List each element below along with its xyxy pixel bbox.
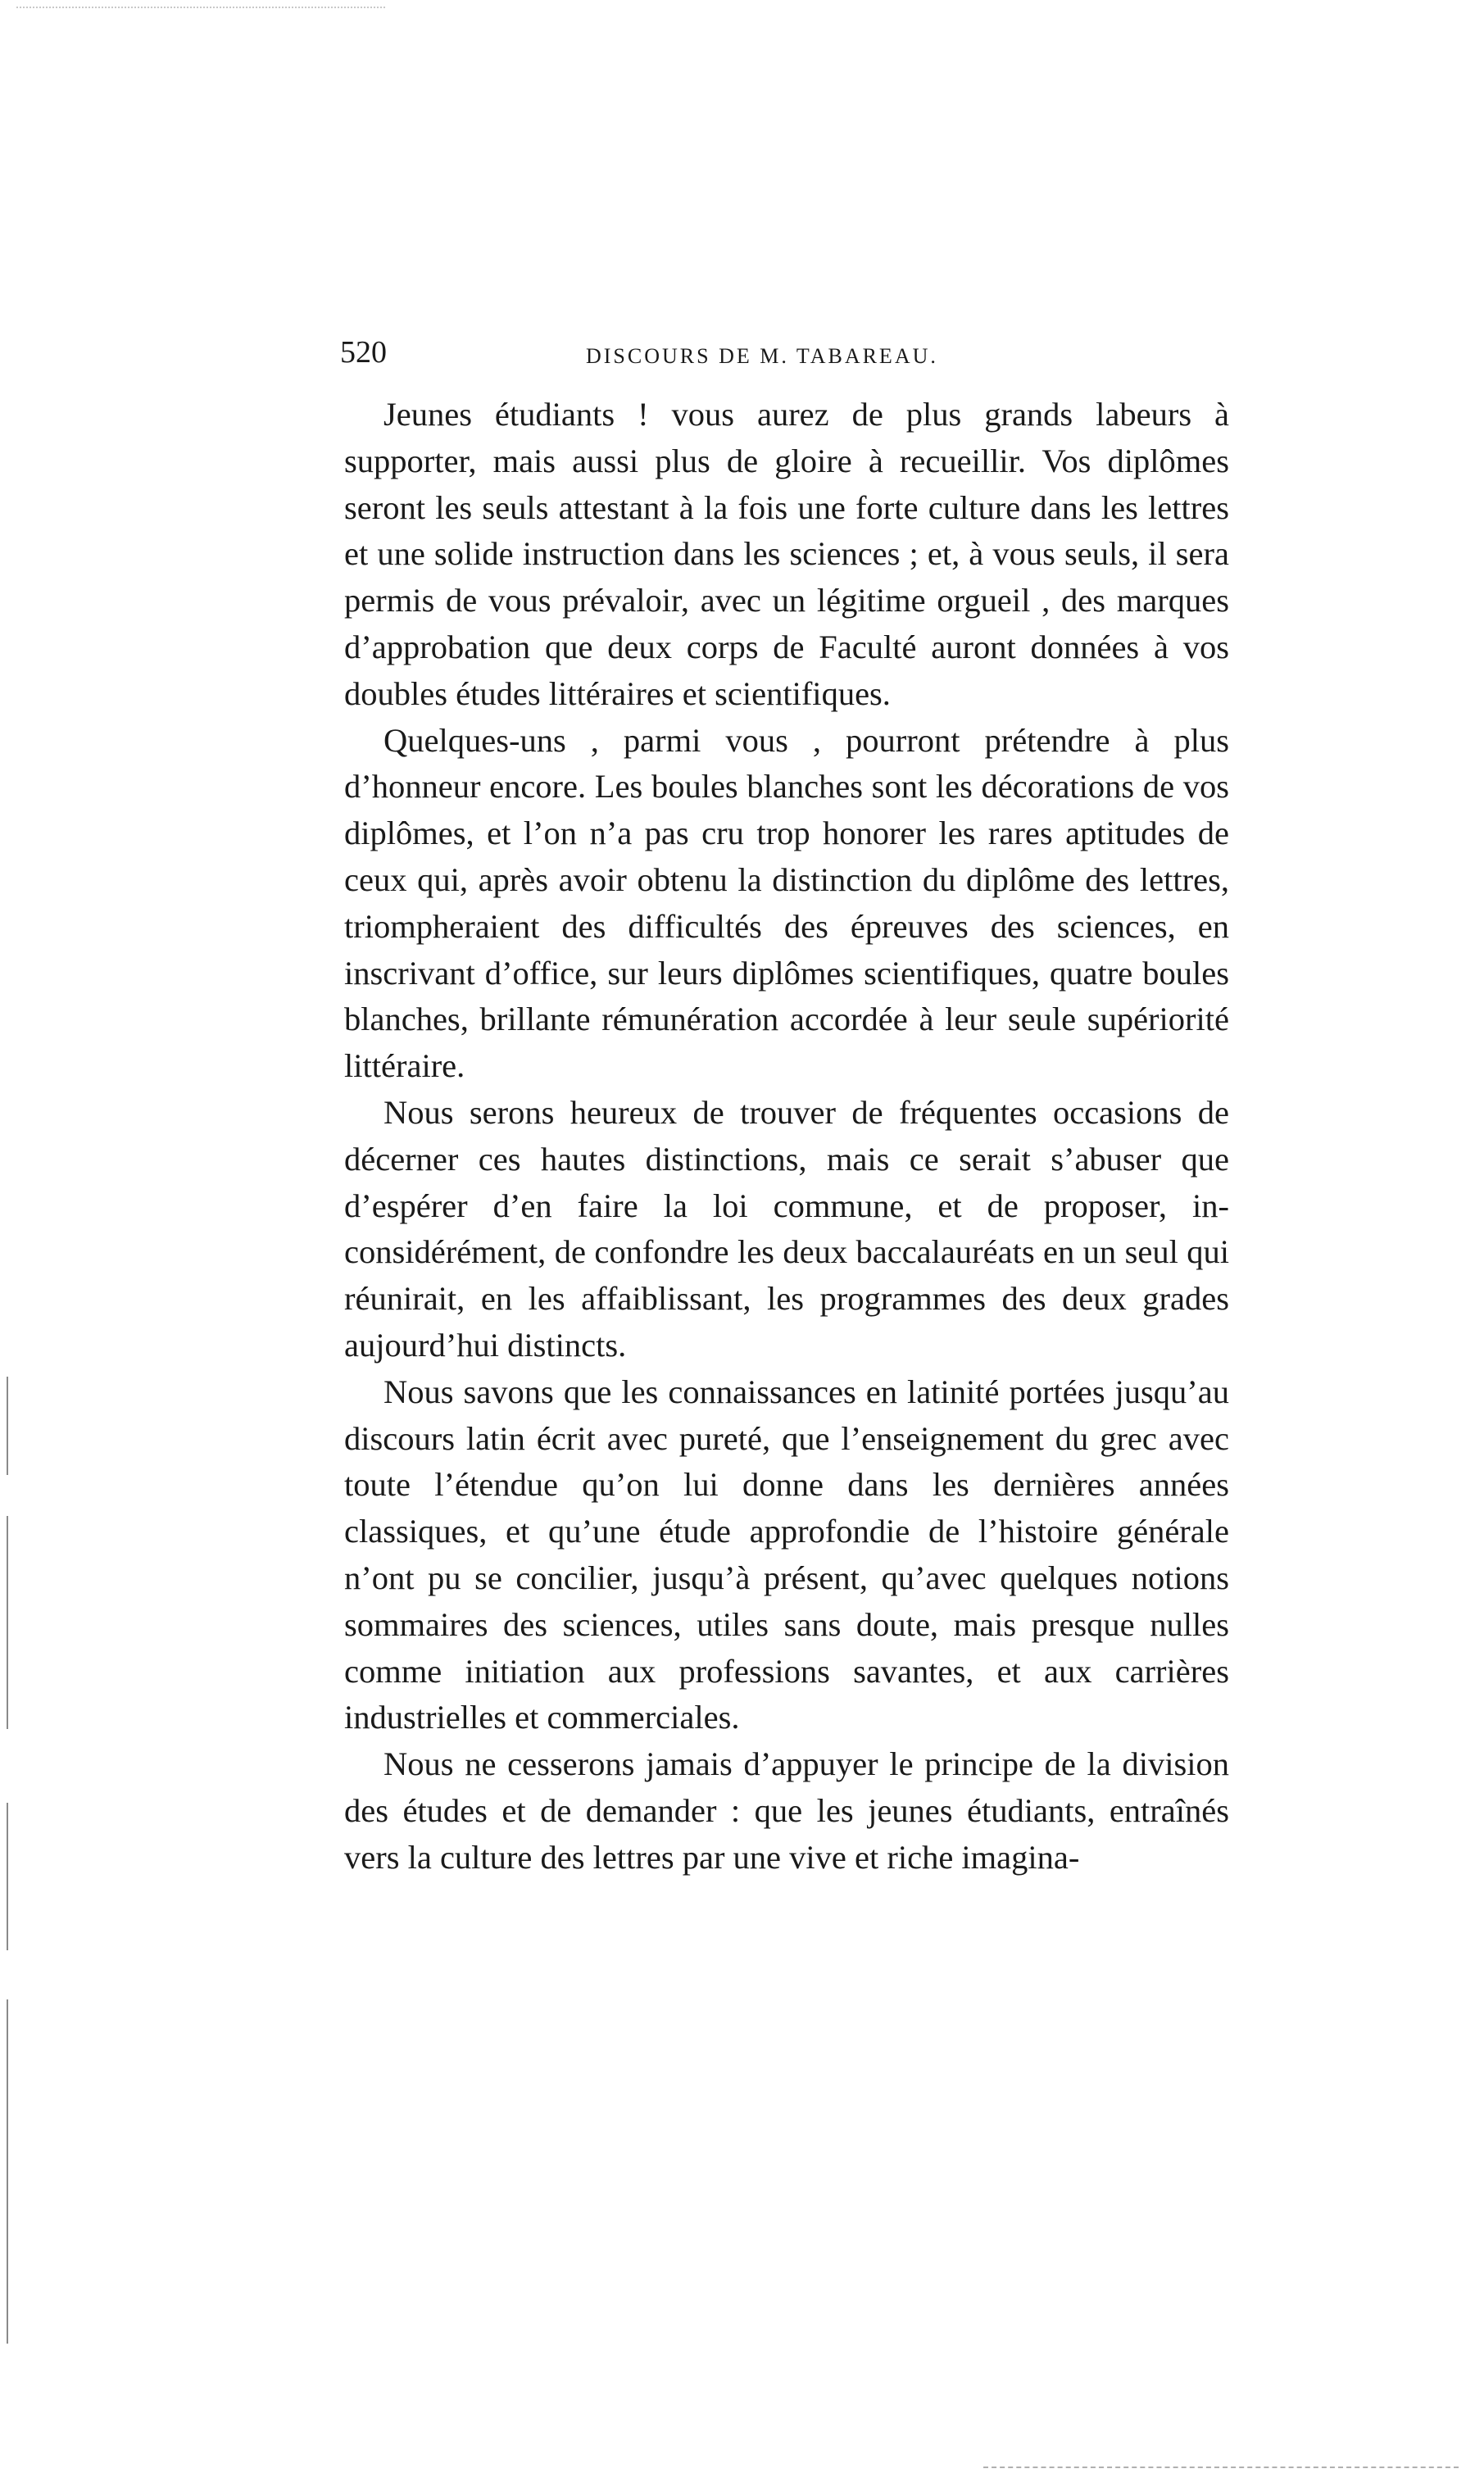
scan-artifact-left-edge — [0, 1377, 11, 2442]
paragraph-4: Nous savons que les connaissances en latinité portées jusqu’au discours latin écrit avec pureté, que l’enseignement du grec avec toute l’étendue qu’on lui donne dans les dernières années classiques, et qu’une étude approfondie de l’histoire générale n’ont pu se concilier, jusqu’à présent, qu’avec quelques notions sommaires des sciences, utiles sans doute, mais presque nulles comme initiation aux professions savantes, et aux carrières industrielles et commerciales. — [344, 1373, 1229, 1736]
body-text — [344, 392, 1229, 1881]
scan-artifact-bottom — [983, 2467, 1459, 2471]
page-number: 520 — [340, 335, 387, 370]
paragraph-1: Jeunes étudiants ! vous aurez de plus grands labeurs à supporter, mais aussi plus de gloire à recueillir. Vos diplômes seront les seuls attestant à la fois une forte culture dans les lettres et une solide instruction dans les sciences ; et, à vous seuls, il sera permis de vous prévaloir, avec un légitime orgueil , des marques d’approbation que deux corps de Faculté auront données à vos doubles études littéraires et scientifiques. — [344, 396, 1229, 712]
paragraph-3: Nous serons heureux de trouver de fréquentes occasions de décerner ces hautes distinctions, mais ce serait s’abuser que d’espérer d’en faire la loi commune, et de proposer, inconsidérément, de confondre les deux baccalauréats en un seul qui réunirait, en les affaiblissant, les programmes des deux grades aujourd’hui distincts. — [344, 1093, 1229, 1364]
edge-line — [7, 1516, 8, 1729]
page-header — [340, 334, 963, 383]
edge-line — [7, 1803, 8, 1950]
scan-artifact-top — [16, 7, 385, 10]
running-head: DISCOURS DE M. TABAREAU. — [586, 344, 938, 368]
edge-line — [7, 1377, 8, 1475]
edge-line — [7, 1999, 8, 2344]
paragraph-2: Quelques-uns , parmi vous , pourront prétendre à plus d’honneur encore. Les boules blanches sont les décorations de vos diplômes, et l’on n’a pas cru trop honorer les rares aptitudes de ceux qui, après avoir obtenu la distinction du diplôme des lettres, triompheraient des difficultés des épreuves des sciences, en inscrivant d’office, sur leurs diplômes scientifiques, quatre boules blanches, brillante rémunération accordée à leur seule supériorité littéraire. — [344, 721, 1229, 1085]
paragraph-5: Nous ne cesserons jamais d’appuyer le principe de la division des études et de demander : que les jeunes étudiants, entraînés vers la culture des lettres par une vive et riche imagina- — [344, 1745, 1229, 1876]
